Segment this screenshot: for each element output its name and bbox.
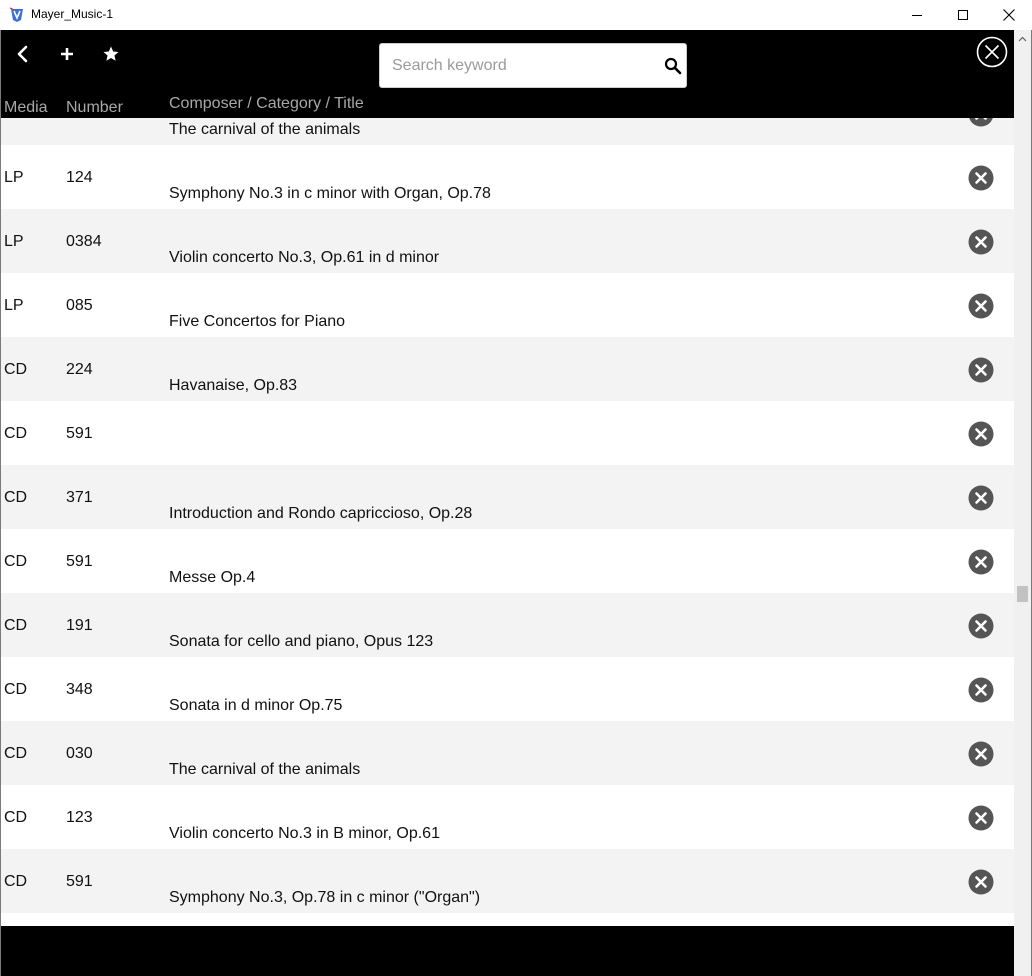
item-title: Introduction and Rondo capriccioso, Op.28 — [169, 505, 473, 522]
window-title: Mayer_Music-1 — [31, 7, 114, 21]
vertical-scrollbar[interactable] — [1014, 30, 1031, 976]
item-number: 124 — [66, 169, 93, 186]
app-footer — [1, 926, 1014, 976]
item-title: The carnival of the animals — [169, 761, 361, 778]
column-header-media[interactable]: Media — [4, 99, 48, 116]
delete-circle-icon[interactable] — [968, 118, 994, 127]
delete-circle-icon[interactable] — [968, 485, 994, 511]
item-media: CD — [4, 873, 28, 890]
item-title: Symphony No.3 in c minor with Organ, Op.78 — [169, 185, 491, 202]
delete-circle-icon[interactable] — [968, 229, 994, 255]
app-header — [1, 30, 1014, 118]
item-media: CD — [4, 745, 28, 762]
item-title: Violin concerto No.3 in B minor, Op.61 — [169, 825, 440, 842]
item-number: 123 — [66, 809, 93, 826]
list-item[interactable] — [1, 721, 1014, 785]
item-media: LP — [4, 233, 24, 250]
item-number: 030 — [66, 745, 93, 762]
close-circle-icon[interactable] — [976, 36, 1008, 68]
item-number: 371 — [66, 489, 93, 506]
music-list[interactable] — [1, 118, 1014, 926]
item-title: Havanaise, Op.83 — [169, 377, 298, 394]
delete-circle-icon[interactable] — [968, 165, 994, 191]
item-media: LP — [4, 169, 24, 186]
minimize-icon — [912, 10, 922, 20]
item-title: Symphony No.3, Op.78 in c minor ("Organ") — [169, 889, 481, 906]
scroll-up-button[interactable] — [1014, 30, 1031, 47]
item-media: CD — [4, 489, 28, 506]
list-item[interactable] — [1, 209, 1014, 273]
delete-circle-icon[interactable] — [968, 549, 994, 575]
column-header-title[interactable]: Composer / Category / Title — [169, 95, 364, 112]
delete-circle-icon[interactable] — [968, 677, 994, 703]
item-title: The carnival of the animals — [169, 121, 361, 138]
item-number: 591 — [66, 873, 93, 890]
list-item[interactable] — [1, 145, 1014, 209]
window-titlebar — [0, 0, 1032, 30]
list-item[interactable] — [1, 593, 1014, 657]
item-media: CD — [4, 425, 28, 442]
item-media: CD — [4, 809, 28, 826]
item-media: CD — [4, 681, 28, 698]
column-header-number[interactable]: Number — [66, 99, 123, 116]
list-item[interactable] — [1, 529, 1014, 593]
list-item[interactable] — [1, 849, 1014, 913]
delete-circle-icon[interactable] — [968, 805, 994, 831]
item-number: 591 — [66, 553, 93, 570]
item-number: 0384 — [66, 233, 102, 250]
chevron-left-icon — [16, 45, 30, 63]
window-close-button[interactable] — [986, 0, 1032, 30]
item-title: Five Concertos for Piano — [169, 313, 346, 330]
item-number: 191 — [66, 617, 93, 634]
add-button[interactable] — [55, 42, 79, 66]
delete-circle-icon[interactable] — [968, 357, 994, 383]
plus-icon — [60, 47, 74, 61]
item-media: LP — [4, 297, 24, 314]
delete-circle-icon[interactable] — [968, 741, 994, 767]
item-number: 591 — [66, 425, 93, 442]
item-title: Sonata for cello and piano, Opus 123 — [169, 633, 434, 650]
scrollbar-thumb[interactable] — [1017, 586, 1028, 602]
search-box — [379, 43, 687, 88]
delete-circle-icon[interactable] — [968, 421, 994, 447]
item-number: 085 — [66, 297, 93, 314]
star-icon — [102, 45, 120, 63]
search-input[interactable] — [392, 44, 652, 87]
item-media: CD — [4, 617, 28, 634]
delete-circle-icon[interactable] — [968, 869, 994, 895]
favorite-button[interactable] — [99, 42, 123, 66]
list-item[interactable] — [1, 118, 1014, 145]
back-button[interactable] — [11, 42, 35, 66]
chevron-up-icon — [1018, 36, 1027, 42]
close-icon — [1003, 9, 1015, 21]
minimize-button[interactable] — [894, 0, 940, 30]
list-item[interactable] — [1, 273, 1014, 337]
search-icon[interactable] — [664, 57, 682, 75]
item-title: Sonata in d minor Op.75 — [169, 697, 343, 714]
list-item[interactable] — [1, 657, 1014, 721]
list-item[interactable] — [1, 785, 1014, 849]
item-number: 348 — [66, 681, 93, 698]
app-icon — [9, 7, 25, 23]
item-media: CD — [4, 553, 28, 570]
list-item[interactable] — [1, 465, 1014, 529]
maximize-button[interactable] — [940, 0, 986, 30]
delete-circle-icon[interactable] — [968, 613, 994, 639]
maximize-icon — [958, 10, 968, 20]
delete-circle-icon[interactable] — [968, 293, 994, 319]
list-item[interactable] — [1, 401, 1014, 465]
list-item[interactable] — [1, 337, 1014, 401]
item-title: Messe Op.4 — [169, 569, 256, 586]
item-media: CD — [4, 361, 28, 378]
item-title: Violin concerto No.3, Op.61 in d minor — [169, 249, 440, 266]
item-number: 224 — [66, 361, 93, 378]
